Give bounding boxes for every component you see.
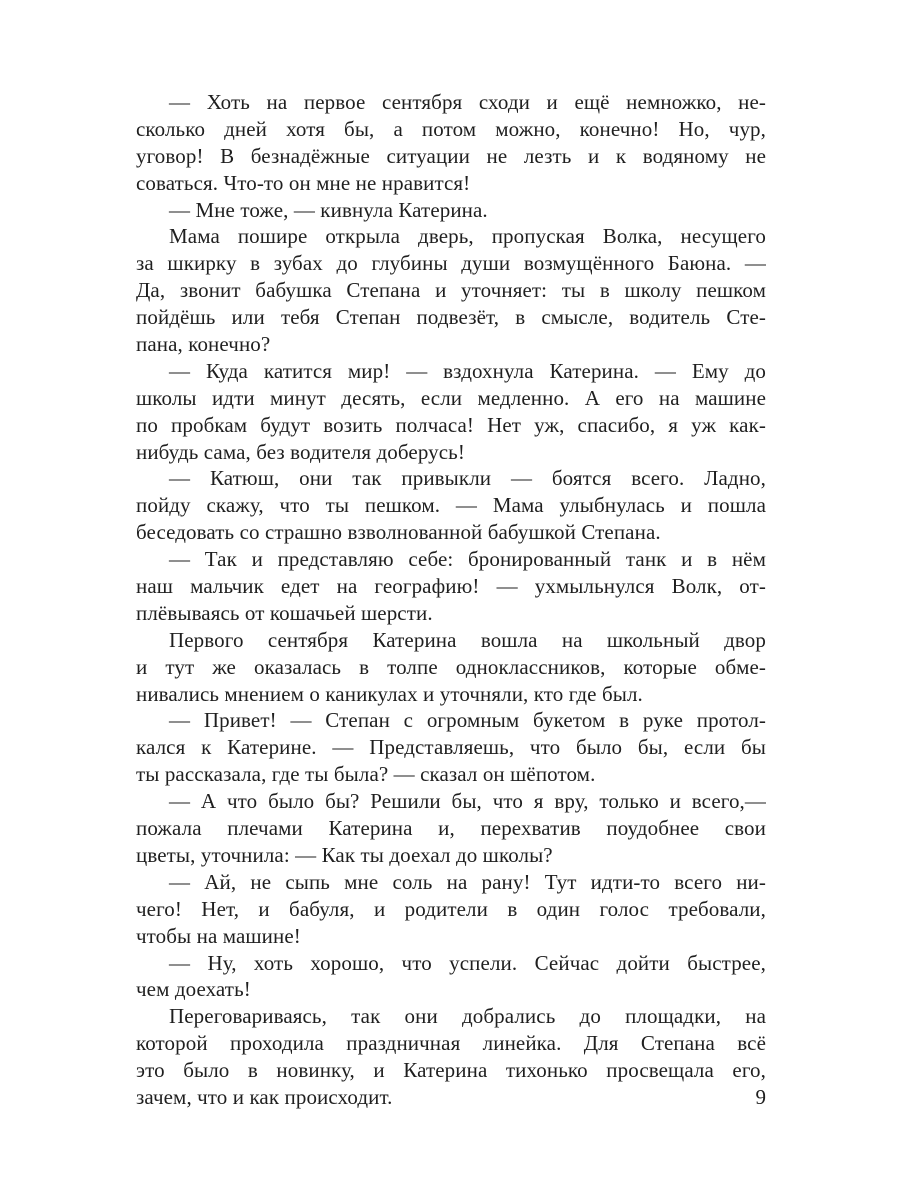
paragraph (136, 89, 766, 197)
text-line: чем доехать! (136, 977, 251, 1002)
text-line: — Ну, хоть хорошо, что успели. Сейчас дойти быстрее, (169, 950, 766, 975)
text-line: — Катюш, они так привыкли — боятся всего. Ладно, (169, 466, 766, 491)
text-line: чего! Нет, и бабуля, и родители в один голос требовали, (136, 896, 766, 921)
paragraph (136, 465, 766, 546)
text-line: беседовать со страшно взволнованной бабушкой Степана. (136, 520, 661, 545)
text-line: по пробкам будут возить полчаса! Нет уж, спасибо, я уж как- (136, 412, 766, 437)
text-line: и тут же оказалась в толпе одноклассников, которые обме- (136, 654, 766, 679)
text-line: — Мне тоже, — кивнула Катерина. (169, 197, 488, 222)
paragraph (136, 788, 766, 869)
text-line: которой проходила праздничная линейка. Для Степана всё (136, 1031, 766, 1056)
text-line: зачем, что и как происходит. (136, 1084, 393, 1109)
text-line: — Так и представляю себе: бронированный танк и в нём (169, 547, 766, 572)
text-line: Да, звонит бабушка Степана и уточняет: ты в школу пешком (136, 278, 766, 303)
text-line: — Хоть на первое сентября сходи и ещё немножко, не- (169, 90, 766, 114)
text-line: наш мальчик едет на географию! — ухмыльнулся Волк, от- (136, 574, 766, 599)
text-line: соваться. Что-то он мне не нравится! (136, 170, 471, 195)
text-line: Переговариваясь, так они добрались до площадки, на (169, 1004, 766, 1029)
paragraph (136, 627, 766, 708)
paragraph (136, 950, 766, 1004)
paragraph (136, 707, 766, 788)
paragraph (136, 869, 766, 950)
paragraph (136, 223, 766, 357)
text-line: — Ай, не сыпь мне соль на рану! Тут идти-то всего ни- (169, 869, 766, 894)
text-line: уговор! В безнадёжные ситуации не лезть и к водяному не (136, 143, 766, 168)
text-line: — Привет! — Степан с огромным букетом в руке протол- (169, 708, 766, 733)
text-line: пойдёшь или тебя Степан подвезёт, в смысле, водитель Сте- (136, 305, 766, 330)
text-line: школы идти минут десять, если медленно. А его на машине (136, 385, 766, 410)
text-line: сколько дней хотя бы, а потом можно, конечно! Но, чур, (136, 116, 766, 141)
text-line: это было в новинку, и Катерина тихонько просвещала его, (136, 1058, 766, 1083)
text-line: кался к Катерине. — Представляешь, что было бы, если бы (136, 735, 766, 760)
text-line: цветы, уточнила: — Как ты доехал до школы? (136, 842, 553, 867)
text-line: ты рассказала, где ты была? — сказал он шёпотом. (136, 762, 596, 787)
text-line: — А что было бы? Решили бы, что я вру, только и всего,— (169, 789, 766, 814)
text-line: плёвываясь от кошачьей шерсти. (136, 600, 433, 625)
text-line: пана, конечно? (136, 332, 271, 357)
paragraph (136, 358, 766, 466)
paragraph (136, 546, 766, 627)
text-line: пойду скажу, что ты пешком. — Мама улыбнулась и пошла (136, 493, 766, 518)
text-line: — Куда катится мир! — вздохнула Катерина. — Ему до (169, 358, 766, 383)
text-line: нивались мнением о каникулах и уточняли, кто где был. (136, 681, 643, 706)
page-number: 9 (755, 1085, 766, 1109)
text-line: чтобы на машине! (136, 923, 301, 948)
text-line: Мама пошире открыла дверь, пропуская Волка, несущего (169, 224, 766, 249)
paragraph (136, 197, 766, 224)
text-line: Первого сентября Катерина вошла на школьный двор (169, 627, 766, 652)
text-block (136, 89, 766, 1111)
text-line: пожала плечами Катерина и, перехватив поудобнее свои (136, 816, 766, 841)
text-line: за шкирку в зубах до глубины души возмущённого Баюна. — (136, 251, 766, 276)
text-line: нибудь сама, без водителя доберусь! (136, 439, 465, 464)
